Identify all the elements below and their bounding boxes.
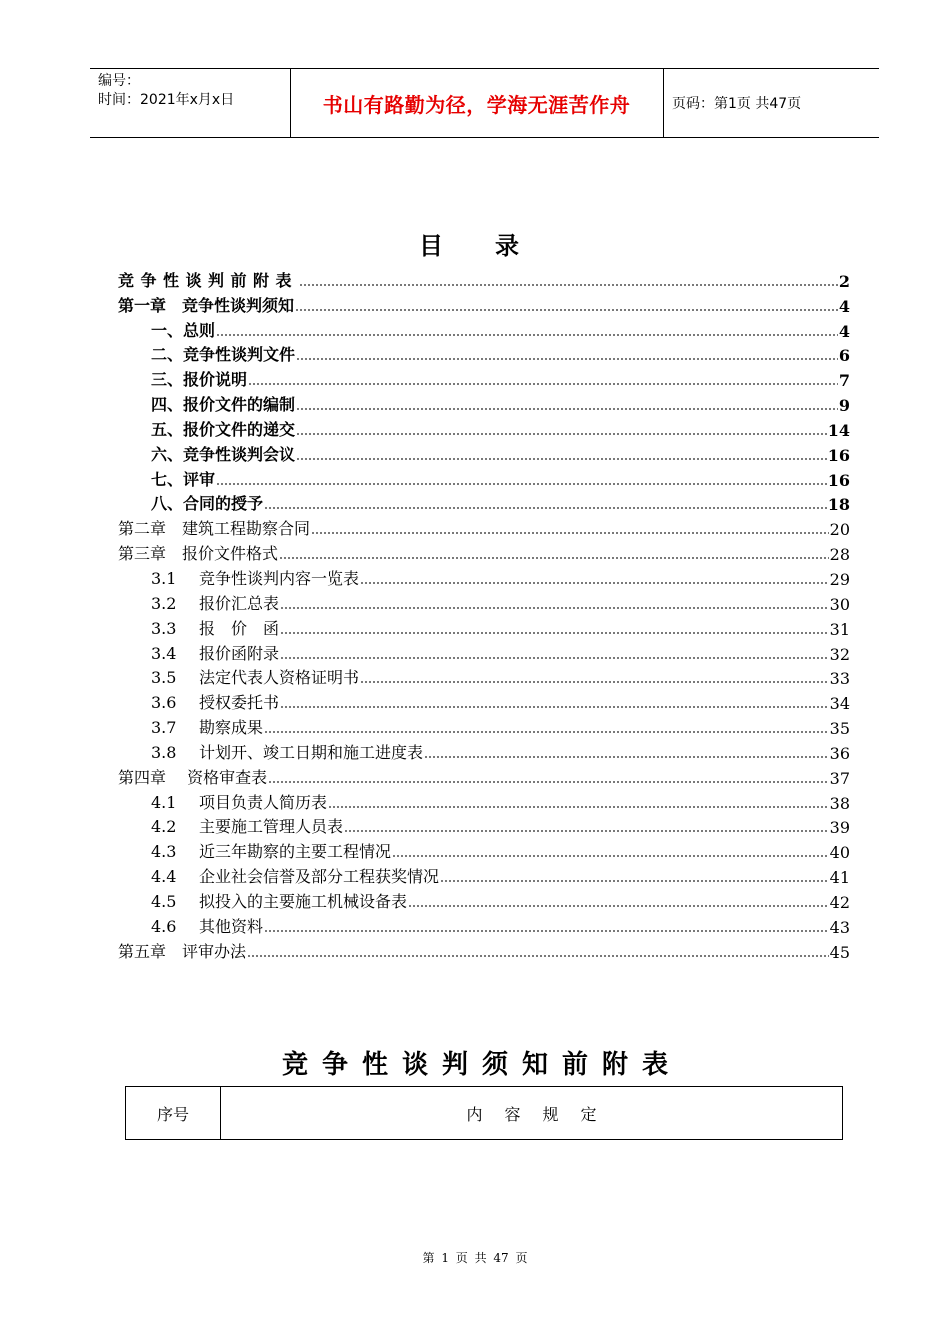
toc-entry[interactable] [118,415,850,440]
toc-entry[interactable] [118,738,850,763]
toc-entry-page: 33 [829,669,850,689]
toc-entry-number: 4.6 [151,916,177,936]
toc-entry[interactable] [118,937,850,962]
toc-entry-number: 3.8 [151,742,177,762]
toc-entry[interactable] [118,639,850,664]
toc-entry-text: 六、竞争性谈判会议 [151,444,296,464]
toc-entry-label [118,616,279,639]
toc-entry[interactable] [118,813,850,838]
toc-entry-page: 38 [829,793,850,813]
toc-entry[interactable] [118,440,850,465]
toc-leader-dots [296,458,827,460]
toc-entry-label [118,417,295,440]
toc-entry-text: 法定代表人资格证明书 [199,668,360,688]
toc-leader-dots [296,433,827,435]
toc-entry-number: 3.4 [151,643,177,663]
toc-entry-page: 39 [829,818,850,838]
toc-leader-dots [296,408,838,410]
header-divider [663,69,664,137]
toc-leader-dots [248,383,838,385]
toc-entry[interactable] [118,763,850,788]
toc-entry-page: 34 [829,694,850,714]
toc-entry[interactable] [118,564,850,589]
toc-entry-number: 4.2 [151,817,177,837]
toc-entry-text: 报 价 函 [199,618,280,638]
toc-entry-label [118,516,310,539]
toc-entry-page: 41 [829,868,850,888]
toc-leader-dots [392,855,829,857]
header-page-info: 页码：第1页 共47页 [672,96,802,112]
toc-entry-text: 第二章 建筑工程勘察合同 [118,519,311,539]
toc-entry-label [118,591,279,614]
toc-leader-dots [247,955,829,957]
doc-time-label: 时间：2021年x月x日 [98,92,235,108]
toc-entry-label [118,367,247,390]
toc-entry-label [118,715,263,738]
toc-entry-label [118,342,295,365]
toc-leader-dots [344,830,829,832]
toc-entry-text: 竞争性谈判前附表 [118,270,299,290]
toc-entry-text: 项目负责人简历表 [199,792,328,812]
toc-entry-text: 第四章 资格审查表 [118,767,268,787]
toc-entry-text: 一、总则 [151,320,216,340]
toc-entry-label [118,268,298,291]
column-header-index: 序号 [126,1087,221,1139]
toc-entry[interactable] [118,589,850,614]
toc-entry-text: 八、合同的授予 [151,494,264,514]
toc-entry-page: 32 [829,644,850,664]
toc-entry-page: 4 [838,321,850,341]
toc-entry-text: 第五章 评审办法 [118,941,247,961]
toc-entry-page: 30 [829,594,850,614]
toc-leader-dots [280,607,829,609]
toc-entry-page: 35 [829,719,850,739]
toc-entry-label [118,814,343,837]
toc-entry-text: 报价函附录 [199,643,280,663]
toc-entry-page: 4 [838,296,850,316]
toc-entry-label [118,939,246,962]
toc-entry-number: 3.1 [151,568,177,588]
header-meta [98,72,288,110]
toc-entry-text: 竞争性谈判内容一览表 [199,568,360,588]
toc-title: 目录 [419,231,571,260]
toc-entry-text: 二、竞争性谈判文件 [151,345,296,365]
toc-entry-page: 16 [827,445,850,465]
toc-entry-page: 14 [827,420,850,440]
toc-entry[interactable] [118,837,850,862]
section-title: 竞争性谈判须知前附表 [281,1050,682,1080]
toc-entry-page: 29 [829,569,850,589]
toc-entry[interactable] [118,390,850,415]
toc-entry-text: 七、评审 [151,469,216,489]
doc-number-label: 编号： [98,73,140,89]
toc-entry[interactable] [118,614,850,639]
toc-entry-page: 2 [838,271,850,291]
toc-entry-label [118,442,295,465]
toc-entry[interactable] [118,912,850,937]
toc-entry-label [118,665,359,688]
toc-entry-text: 三、报价说明 [151,370,248,390]
toc-entry-page: 16 [827,470,850,490]
toc-entry-number: 3.5 [151,668,177,688]
toc-entry-page: 37 [829,768,850,788]
toc-entry-number: 4.4 [151,867,177,887]
toc-entry-page: 28 [829,545,850,565]
toc-entry-label [118,690,279,713]
toc-entry-label [118,392,295,415]
toc-entry-page: 7 [838,371,850,391]
header-motto: 书山有路勤为径，学海无涯苦作舟 [322,92,631,117]
toc-leader-dots [268,781,829,783]
toc-entry[interactable] [118,465,850,490]
toc-entry[interactable] [118,490,850,515]
toc-leader-dots [295,309,838,311]
toc-entry-label [118,889,407,912]
toc-entry[interactable] [118,788,850,813]
toc-entry-number: 3.3 [151,618,177,638]
toc-entry[interactable] [118,664,850,689]
toc-leader-dots [279,557,829,559]
toc-leader-dots [280,657,829,659]
toc-entry-number: 4.1 [151,792,177,812]
toc-leader-dots [296,358,838,360]
toc-entry-number: 3.7 [151,718,177,738]
toc-entry[interactable] [118,514,850,539]
toc-entry[interactable] [118,266,850,291]
toc-entry-text: 勘察成果 [199,718,264,738]
toc-entry-label [118,491,263,514]
toc-entry[interactable] [118,688,850,713]
toc-entry-page: 40 [829,843,850,863]
toc-entry-text: 主要施工管理人员表 [199,817,344,837]
toc-entry-page: 20 [829,520,850,540]
toc-entry-page: 6 [838,346,850,366]
toc-entry[interactable] [118,291,850,316]
toc-leader-dots [264,507,827,509]
toc-entry-page: 43 [829,917,850,937]
toc-entry[interactable] [118,713,850,738]
toc-entry-page: 42 [829,892,850,912]
toc-entry-label [118,293,294,316]
toc-entry-page: 31 [829,619,850,639]
toc-entry[interactable] [118,316,850,341]
toc-entry-text: 授权委托书 [199,693,280,713]
toc-entry-label [118,839,391,862]
toc-leader-dots [311,532,829,534]
toc-leader-dots [216,483,827,485]
toc-leader-dots [360,681,829,683]
toc-entry-text: 计划开、竣工日期和施工进度表 [199,742,424,762]
toc-entry-label [118,566,359,589]
toc-entry-number: 3.2 [151,593,177,613]
toc-leader-dots [408,905,829,907]
toc-entry-label [118,467,215,490]
toc-entry-text: 拟投入的主要施工机械设备表 [199,891,408,911]
toc-entry[interactable] [118,539,850,564]
toc-entry-label [118,318,215,341]
toc-leader-dots [328,806,829,808]
toc-leader-dots [424,756,829,758]
toc-entry-page: 45 [829,942,850,962]
toc-entry-text: 报价汇总表 [199,593,280,613]
toc-entry-label [118,641,279,664]
toc-leader-dots [264,731,829,733]
toc-leader-dots [264,930,829,932]
toc-entry-label [118,864,439,887]
toc-entry[interactable] [118,887,850,912]
toc-leader-dots [280,632,829,634]
toc-entry-text: 近三年勘察的主要工程情况 [199,842,392,862]
toc-leader-dots [360,582,829,584]
toc-entry-label [118,790,327,813]
toc-entry-label [118,914,263,937]
toc-entry-number: 4.3 [151,842,177,862]
toc-entry[interactable] [118,341,850,366]
toc-entry-page: 9 [838,396,850,416]
toc-entry-label [118,541,278,564]
toc-entry-label [118,740,423,763]
toc-entry-number: 3.6 [151,693,177,713]
toc-entry-text: 企业社会信誉及部分工程获奖情况 [199,867,440,887]
toc-entry-text: 第一章 竞争性谈判须知 [118,295,295,315]
toc-leader-dots [280,706,829,708]
page-footer: 第 1 页 共 47 页 [422,1251,528,1265]
table-of-contents [118,266,850,962]
toc-leader-dots [216,334,838,336]
toc-leader-dots [299,284,838,286]
toc-entry-page: 18 [827,495,850,515]
toc-entry-text: 第三章 报价文件格式 [118,544,279,564]
toc-entry-text: 五、报价文件的递交 [151,419,296,439]
toc-entry[interactable] [118,365,850,390]
toc-entry-label [118,765,267,788]
toc-entry-text: 四、报价文件的编制 [151,395,296,415]
appendix-table-header [125,1086,843,1140]
toc-entry-number: 4.5 [151,891,177,911]
toc-entry-text: 其他资料 [199,916,264,936]
toc-entry[interactable] [118,862,850,887]
column-header-content: 内容规定 [466,1104,619,1124]
page-header [90,68,879,138]
toc-leader-dots [440,880,829,882]
toc-entry-page: 36 [829,743,850,763]
